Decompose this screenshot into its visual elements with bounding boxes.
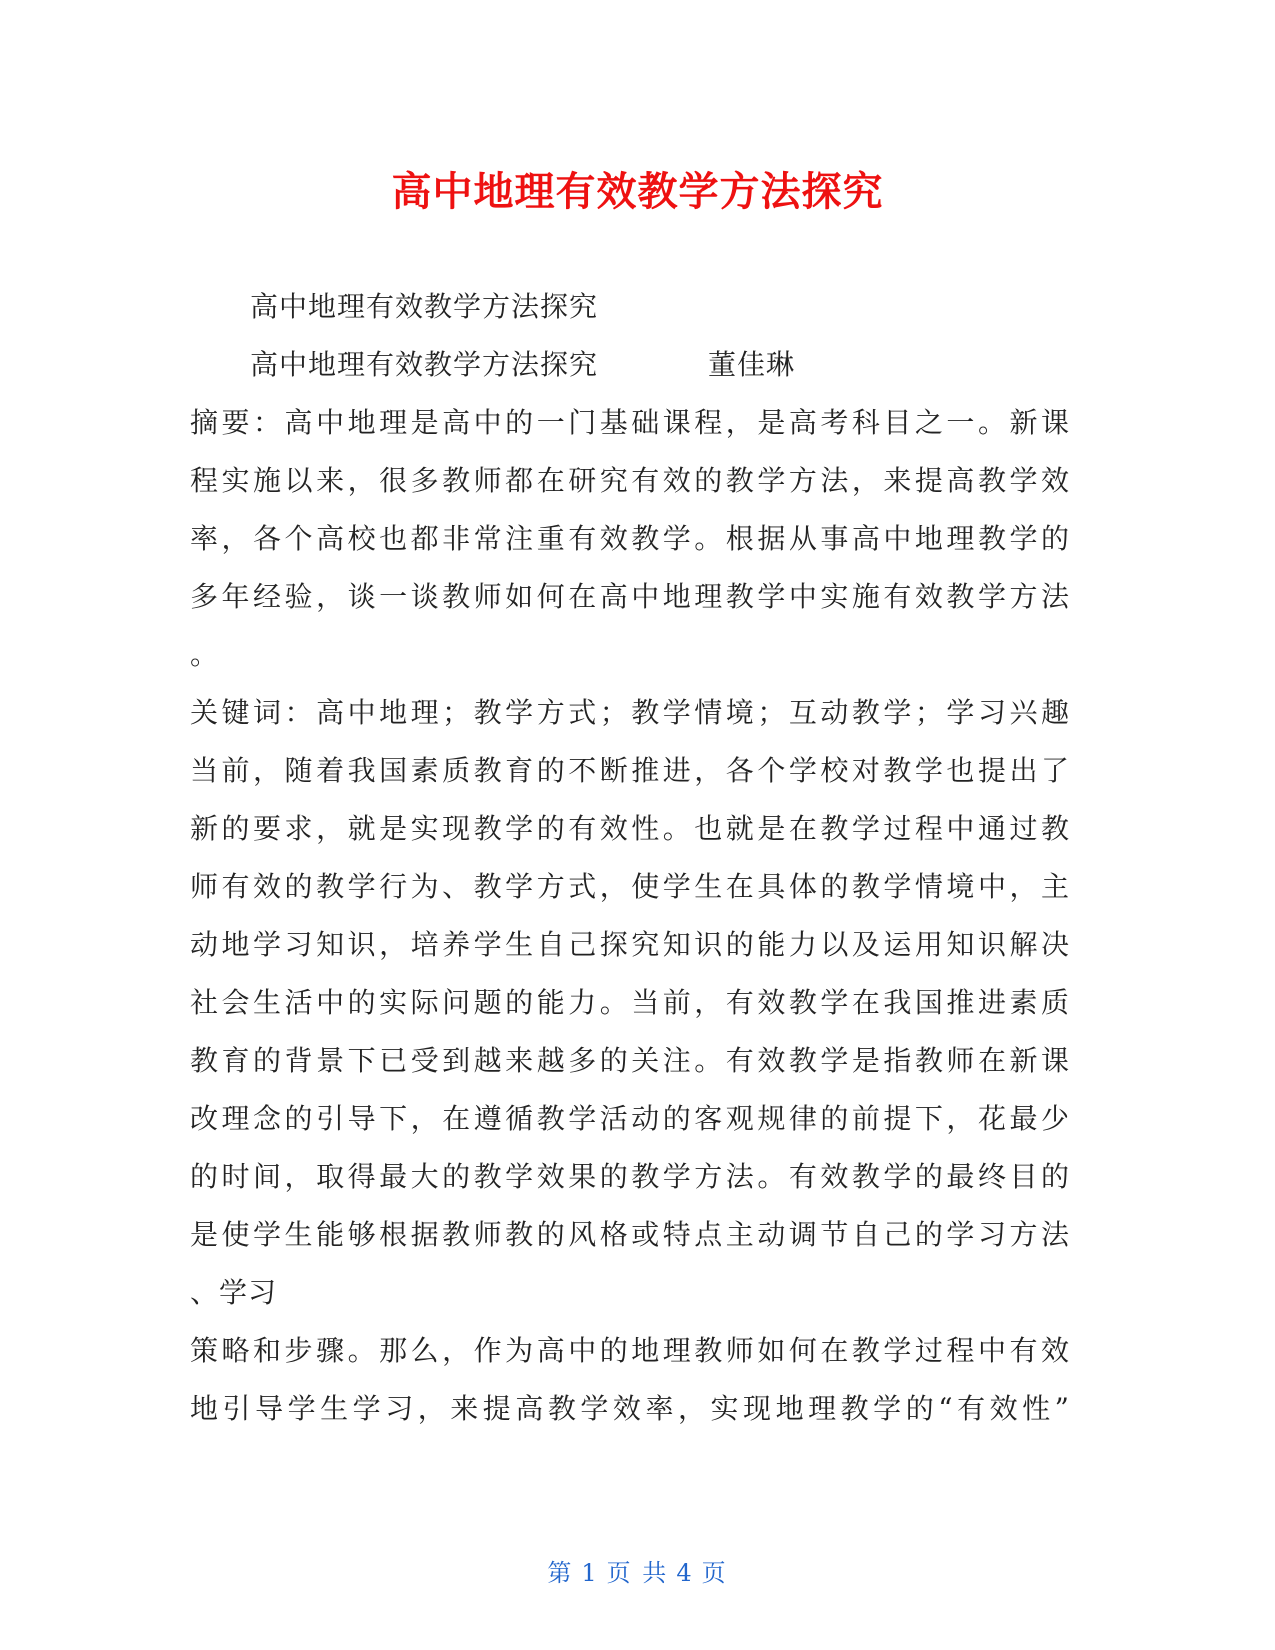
footer-suffix: 页 [701, 1559, 728, 1587]
body-line: 。 [190, 638, 220, 671]
subtitle-line [250, 287, 1070, 327]
subtitle-author-line [250, 345, 1070, 385]
body-line: 、学习 [190, 1276, 278, 1309]
footer-prefix: 第 [547, 1559, 574, 1587]
body-line: 程实施以来，很多教师都在研究有效的教学方法，来提高教学效 [190, 464, 1070, 497]
body-line: 动地学习知识，培养学生自己探究知识的能力以及运用知识解决 [190, 928, 1070, 961]
body-line: 新的要求，就是实现教学的有效性。也就是在教学过程中通过教 [190, 812, 1070, 845]
body-line: 率，各个高校也都非常注重有效教学。根据从事高中地理教学的 [190, 522, 1070, 555]
keywords-line: 关键词：高中地理；教学方式；教学情境；互动教学；学习兴趣 [190, 696, 1070, 729]
body-line: 策略和步骤。那么，作为高中的地理教师如何在教学过程中有效 [190, 1334, 1070, 1367]
body-line: 教育的背景下已受到越来越多的关注。有效教学是指教师在新课 [190, 1044, 1070, 1077]
subtitle: 高中地理有效教学方法探究 [250, 290, 599, 323]
author-name: 董佳琳 [708, 348, 796, 381]
current-page-number: 1 [581, 1559, 599, 1587]
body-line: 当前，随着我国素质教育的不断推进，各个学校对教学也提出了 [190, 754, 1070, 787]
body-line: 多年经验，谈一谈教师如何在高中地理教学中实施有效教学方法 [190, 580, 1070, 613]
body-line: 地引导学生学习，来提高教学效率，实现地理教学的“有效性” [190, 1392, 1070, 1425]
body-line: 是使学生能够根据教师教的风格或特点主动调节自己的学习方法 [190, 1218, 1070, 1251]
body-line: 的时间，取得最大的教学效果的教学方法。有效教学的最终目的 [190, 1160, 1070, 1193]
body-line: 改理念的引导下，在遵循教学活动的客观规律的前提下，花最少 [190, 1102, 1070, 1135]
body-line: 师有效的教学行为、教学方式，使学生在具体的教学情境中，主 [190, 870, 1070, 903]
subtitle-repeat: 高中地理有效教学方法探究 [250, 348, 599, 381]
page-footer [0, 1558, 1275, 1588]
body-line: 摘要：高中地理是高中的一门基础课程，是高考科目之一。新课 [190, 406, 1070, 439]
total-page-count: 4 [676, 1559, 694, 1587]
body-line: 社会生活中的实际问题的能力。当前，有效教学在我国推进素质 [190, 986, 1070, 1019]
document-title: 高中地理有效教学方法探究 [391, 169, 884, 215]
footer-mid: 页 共 [606, 1559, 669, 1587]
